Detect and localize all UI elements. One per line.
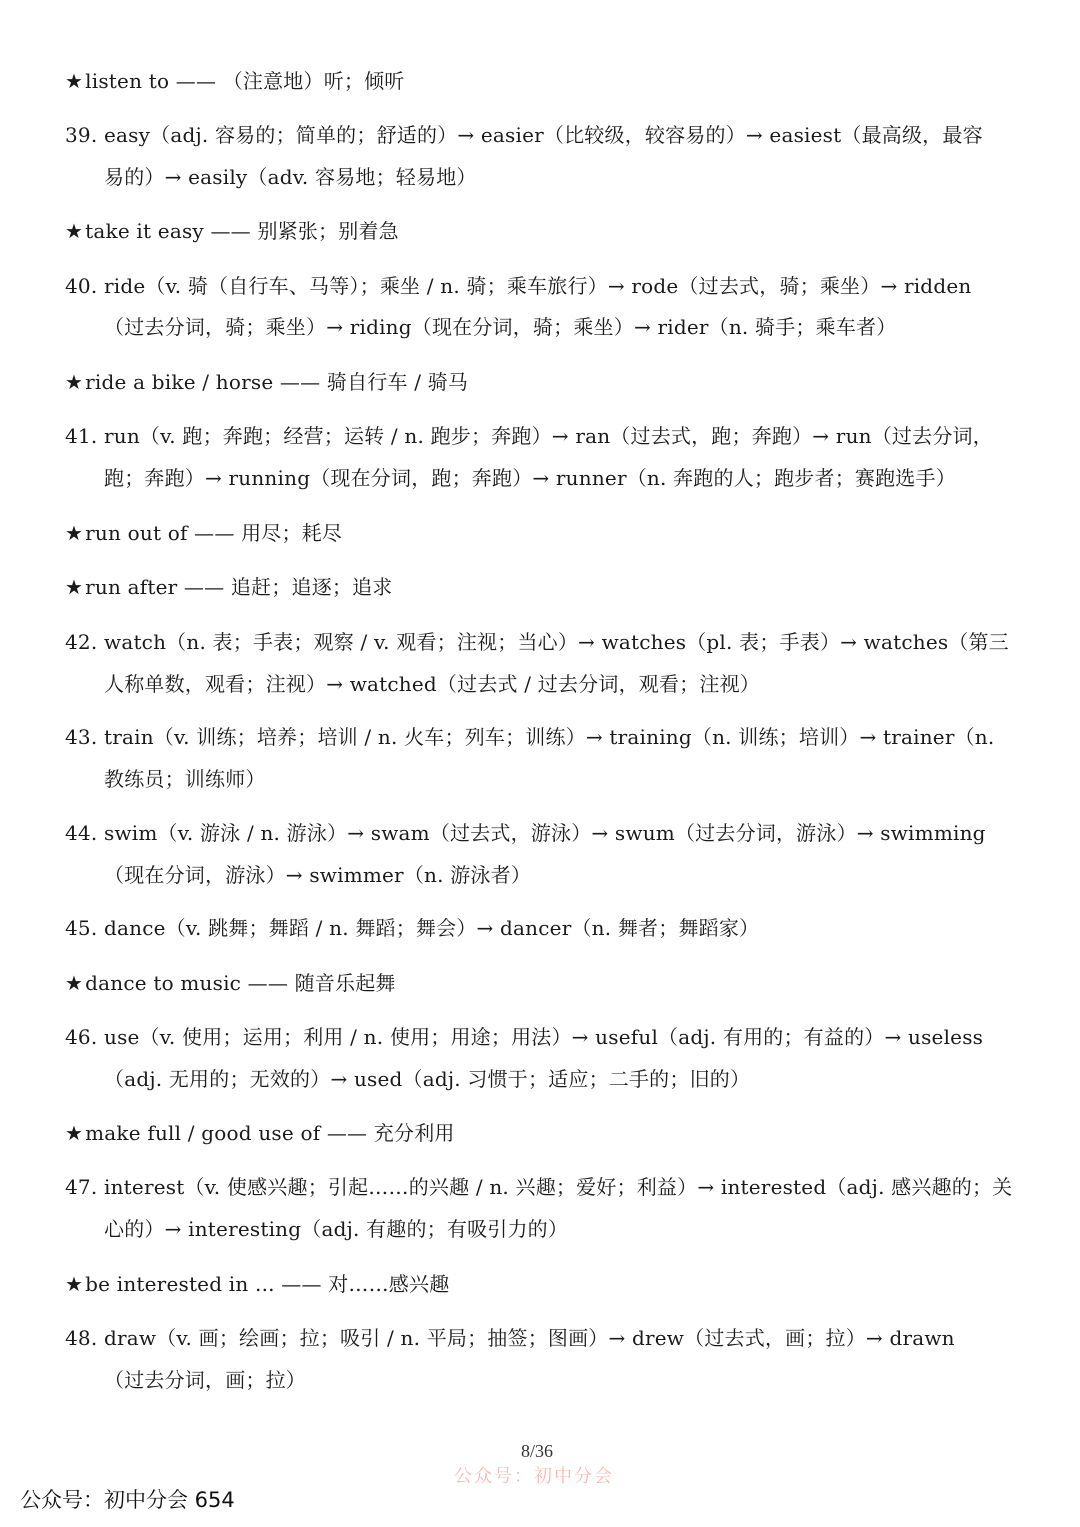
entry-number: 47. [65,1175,98,1199]
entry-number: 46. [65,1025,98,1049]
entry-continuation [104,758,1040,800]
entry-number: 39. [65,123,98,147]
vocab-entry-47 [65,1166,1040,1208]
entry-text: （现在分词，游泳）→ swimmer（n. 游泳者） [104,863,532,887]
entry-text: run（v. 跑；奔跑；经营；运转 / n. 跑步；奔跑）→ ran（过去式，跑；奔跑）→ run（过去分词， [104,424,993,448]
phrase-text: ride a bike / horse —— 骑自行车 / 骑马 [85,370,469,394]
entry-text: 心的）→ interesting（adj. 有趣的；有吸引力的） [104,1217,569,1241]
entry-text: （过去分词，画；拉） [104,1368,306,1392]
phrase-text: be interested in ... —— 对……感兴趣 [85,1272,450,1296]
entry-text: interest（v. 使感兴趣；引起……的兴趣 / n. 兴趣；爱好；利益）→ interested（adj. 感兴趣的；关 [104,1175,1013,1199]
entry-text: 人称单数，观看；注视）→ watched（过去式 / 过去分词，观看；注视） [104,672,760,696]
star-icon: ★ [65,521,84,545]
entry-continuation [104,1208,1040,1250]
entry-text: easy（adj. 容易的；简单的；舒适的）→ easier（比较级，较容易的）→ easiest（最高级，最容 [104,123,983,147]
star-icon: ★ [65,370,84,394]
entry-text: watch（n. 表；手表；观察 / v. 观看；注视；当心）→ watches（pl. 表；手表）→ watches（第三 [104,630,1009,654]
entry-number: 44. [65,821,98,845]
vocab-entry-45 [65,907,1040,949]
entry-number: 41. [65,424,98,448]
entry-continuation [104,663,1040,705]
star-icon: ★ [65,69,84,93]
star-icon: ★ [65,575,84,599]
phrase-text: run out of —— 用尽；耗尽 [85,521,343,545]
page-number: 8/36 [521,1441,554,1461]
entry-continuation [104,1359,1040,1401]
vocab-entry-41 [65,415,1040,457]
vocab-entry-43 [65,716,1040,758]
entry-text: （过去分词，骑；乘坐）→ riding（现在分词，骑；乘坐）→ rider（n. 骑手；乘车者） [104,315,897,339]
phrase-line [65,361,1040,403]
watermark: 公众号：初中分会 [454,1466,614,1487]
vocab-entry-44 [65,812,1040,854]
entry-text: swim（v. 游泳 / n. 游泳）→ swam（过去式，游泳）→ swum（过去分词，游泳）→ swimming [104,821,986,845]
star-icon: ★ [65,1121,84,1145]
vocab-entry-40 [65,265,1040,307]
entry-continuation [104,854,1040,896]
phrase-text: listen to —— （注意地）听；倾听 [85,69,405,93]
phrase-line [65,566,1040,608]
phrase-line [65,1112,1040,1154]
entry-text: （adj. 无用的；无效的）→ used（adj. 习惯于；适应；二手的；旧的） [104,1067,751,1091]
vocab-entry-48 [65,1317,1040,1359]
phrase-line [65,962,1040,1004]
footer-account-label: 公众号：初中分会 654 [20,1488,235,1512]
vocab-entry-42 [65,621,1040,663]
entry-continuation [104,156,1040,198]
entry-number: 45. [65,916,98,940]
phrase-line [65,1263,1040,1305]
phrase-text: dance to music —— 随音乐起舞 [85,971,396,995]
phrase-line [65,512,1040,554]
star-icon: ★ [65,219,84,243]
phrase-text: take it easy —— 别紧张；别着急 [85,219,399,243]
phrase-text: run after —— 追赶；追逐；追求 [85,575,393,599]
vocab-entry-46 [65,1016,1040,1058]
star-icon: ★ [65,1272,84,1296]
entry-continuation [104,1058,1040,1100]
entry-number: 42. [65,630,98,654]
entry-text: use（v. 使用；运用；利用 / n. 使用；用途；用法）→ useful（adj. 有用的；有益的）→ useless [104,1025,984,1049]
entry-text: draw（v. 画；绘画；拉；吸引 / n. 平局；抽签；图画）→ drew（过去式，画；拉）→ drawn [104,1326,955,1350]
entry-number: 43. [65,725,98,749]
entry-number: 40. [65,274,98,298]
entry-continuation [104,306,1040,348]
entry-number: 48. [65,1326,98,1350]
phrase-line [65,60,1040,102]
star-icon: ★ [65,971,84,995]
phrase-text: make full / good use of —— 充分利用 [85,1121,455,1145]
entry-text: dance（v. 跳舞；舞蹈 / n. 舞蹈；舞会）→ dancer（n. 舞者；舞蹈家） [104,916,760,940]
vocab-entry-39 [65,114,1040,156]
entry-text: ride（v. 骑（自行车、马等）；乘坐 / n. 骑；乘车旅行）→ rode（过去式，骑；乘坐）→ ridden [104,274,972,298]
entry-text: 教练员；训练师） [104,767,266,791]
entry-text: train（v. 训练；培养；培训 / n. 火车；列车；训练）→ training（n. 训练；培训）→ trainer（n. [104,725,995,749]
entry-text: 跑；奔跑）→ running（现在分词，跑；奔跑）→ runner（n. 奔跑的人；跑步者；赛跑选手） [104,466,956,490]
phrase-line [65,210,1040,252]
entry-continuation [104,457,1040,499]
entry-text: 易的）→ easily（adv. 容易地；轻易地） [104,165,477,189]
